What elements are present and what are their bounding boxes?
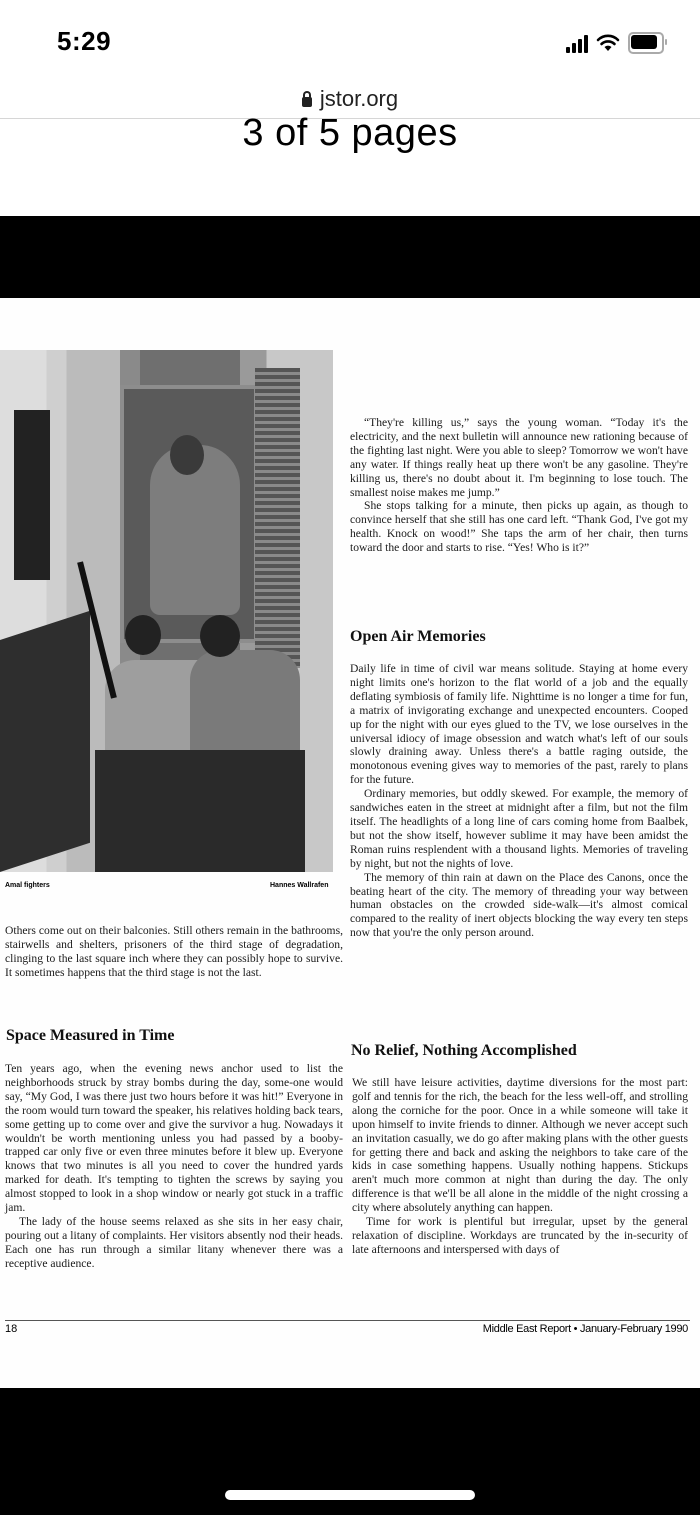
paragraph: “They're killing us,” says the young woman. “Today it's the electricity, and the next bulletin will announce new rationing because of the fighting last night. Were you able to sleep? Tomorrow we won't have any water. If things really heat up there won't be any gasoline. They're killing us, there's no doubt about it. I'm beginning to lose touch. The smallest noise makes me jump.” bbox=[350, 416, 688, 499]
paragraph: The memory of thin rain at dawn on the Place des Canons, once the beating heart of the city. The memory of threading your way between human obstacles on the crowded side-walk—it's almost comical compared to the reality of inert objects blocking the way every ten steps now that you're the only person around. bbox=[350, 870, 688, 940]
paragraph: Ten years ago, when the evening news anchor used to list the neighborhoods struck by stray bombs during the day, some-one would say, “My God, I was there just two hours before it was hit!” Everyone in the room would turn toward the speaker, his relatives holding back tears, some getting up to come over and give the survivor a hug. Nowadays it wouldn't be worth mentioning unless you had passed by a booby-trapped car only five or even three minutes before it blew up. Everyone knows that two minutes is all you need to cover the hundred yards marked for death. It's tempting to tighten the screws by saying you almost stopped to look in a shop window or nearly got stuck in a traffic jam. bbox=[5, 1062, 343, 1215]
article-photo bbox=[0, 350, 333, 872]
wifi-icon bbox=[596, 34, 620, 52]
footer-rule bbox=[5, 1320, 690, 1321]
paragraph: Ordinary memories, but oddly skewed. For example, the memory of sandwiches eaten in the street at midnight after a film, but not the film itself. The headlights of a long line of cars coming home from Baalbek, but not the show itself, however sublime it may have been amidst the Roman ruins resplendent with a thousand lights. Memories of traveling by night, but not the nights of love. bbox=[350, 787, 688, 870]
paragraph: The lady of the house seems relaxed as she sits in her easy chair, pouring out a litany of complaints. Her visitors absently nod their heads. Each one has run through a similar litany whenever there was a receptive audience. bbox=[5, 1214, 343, 1270]
section-heading-space-measured-in-time: Space Measured in Time bbox=[6, 1027, 175, 1044]
right-column-top bbox=[350, 416, 688, 555]
lock-icon bbox=[302, 97, 312, 107]
photo-caption: Amal fighters bbox=[5, 882, 50, 889]
battery-icon bbox=[628, 32, 664, 54]
journal-citation: Middle East Report • January-February 1990 bbox=[482, 1323, 688, 1335]
cellular-signal-icon bbox=[566, 33, 588, 53]
url-text: jstor.org bbox=[319, 86, 399, 111]
section-heading-open-air-memories: Open Air Memories bbox=[350, 628, 486, 645]
paragraph: She stops talking for a minute, then picks up again, as though to convince herself that she still has one card left. “Thank God, I've got my health. Knock on wood!” She taps the arm of her chair, then turns toward the door and starts to rise. “Yes! Who is it?” bbox=[350, 499, 688, 555]
right-column-section2 bbox=[352, 1076, 688, 1257]
left-column-intro bbox=[5, 924, 343, 980]
status-time: 5:29 bbox=[57, 26, 112, 56]
home-indicator[interactable] bbox=[225, 1490, 475, 1500]
paragraph: Others come out on their balconies. Still others remain in the bathrooms, stairwells and shelters, prisoners of the third stage of degradation, clinging to the last square inch where they can possibly hope to survive. It sometimes happens that the third stage is not the last. bbox=[5, 924, 343, 979]
section-heading-no-relief: No Relief, Nothing Accomplished bbox=[351, 1042, 577, 1059]
paragraph: Daily life in time of civil war means solitude. Staying at home every night limits one's horizon to the flat world of a job and the equally deflating symbiosis of family life. Nighttime is no longer a time for fun, a matrix of invigorating exchange and unexpected encounters. Cooped up for the night with our eyes glued to the TV, we lose ourselves in the universal idiocy of image obsession and watch what's left of our souls slowly draining away. Unless there's a battle raging outside, the monotonous evening gives way to memories of the past, rarely to plans for the future. bbox=[350, 662, 688, 787]
left-column-body bbox=[5, 1062, 343, 1271]
status-icons bbox=[566, 32, 664, 54]
page-gap-band bbox=[0, 216, 700, 298]
page-indicator: 3 of 5 pages bbox=[242, 112, 458, 154]
page-number: 18 bbox=[5, 1323, 18, 1335]
right-column-section1 bbox=[350, 662, 688, 940]
paragraph: Time for work is plentiful but irregular, upset by the general relaxation of discipline. Workdays are truncated by the in-security of late afternoons and interspersed with days of bbox=[352, 1215, 688, 1256]
status-bar bbox=[0, 0, 700, 80]
photo-credit: Hannes Wallrafen bbox=[270, 882, 329, 889]
paragraph: We still have leisure activities, daytime diversions for the most part: golf and tennis for the rich, the beach for the less well-off, and strolling along the corniche for the poor. Once in a while someone will take it upon himself to invite friends to dinner. Although we never accept such an invitation casually, we do go after making plans with the other guests for getting there and back and asking the neighbors to take care of the kids in case something happens. Usually nothing happens. Stickups aren't much more common at night than during the day. The only difference is that we'll be all alone in the middle of the night crossing a city where absolutely anything can happen. bbox=[352, 1076, 688, 1215]
